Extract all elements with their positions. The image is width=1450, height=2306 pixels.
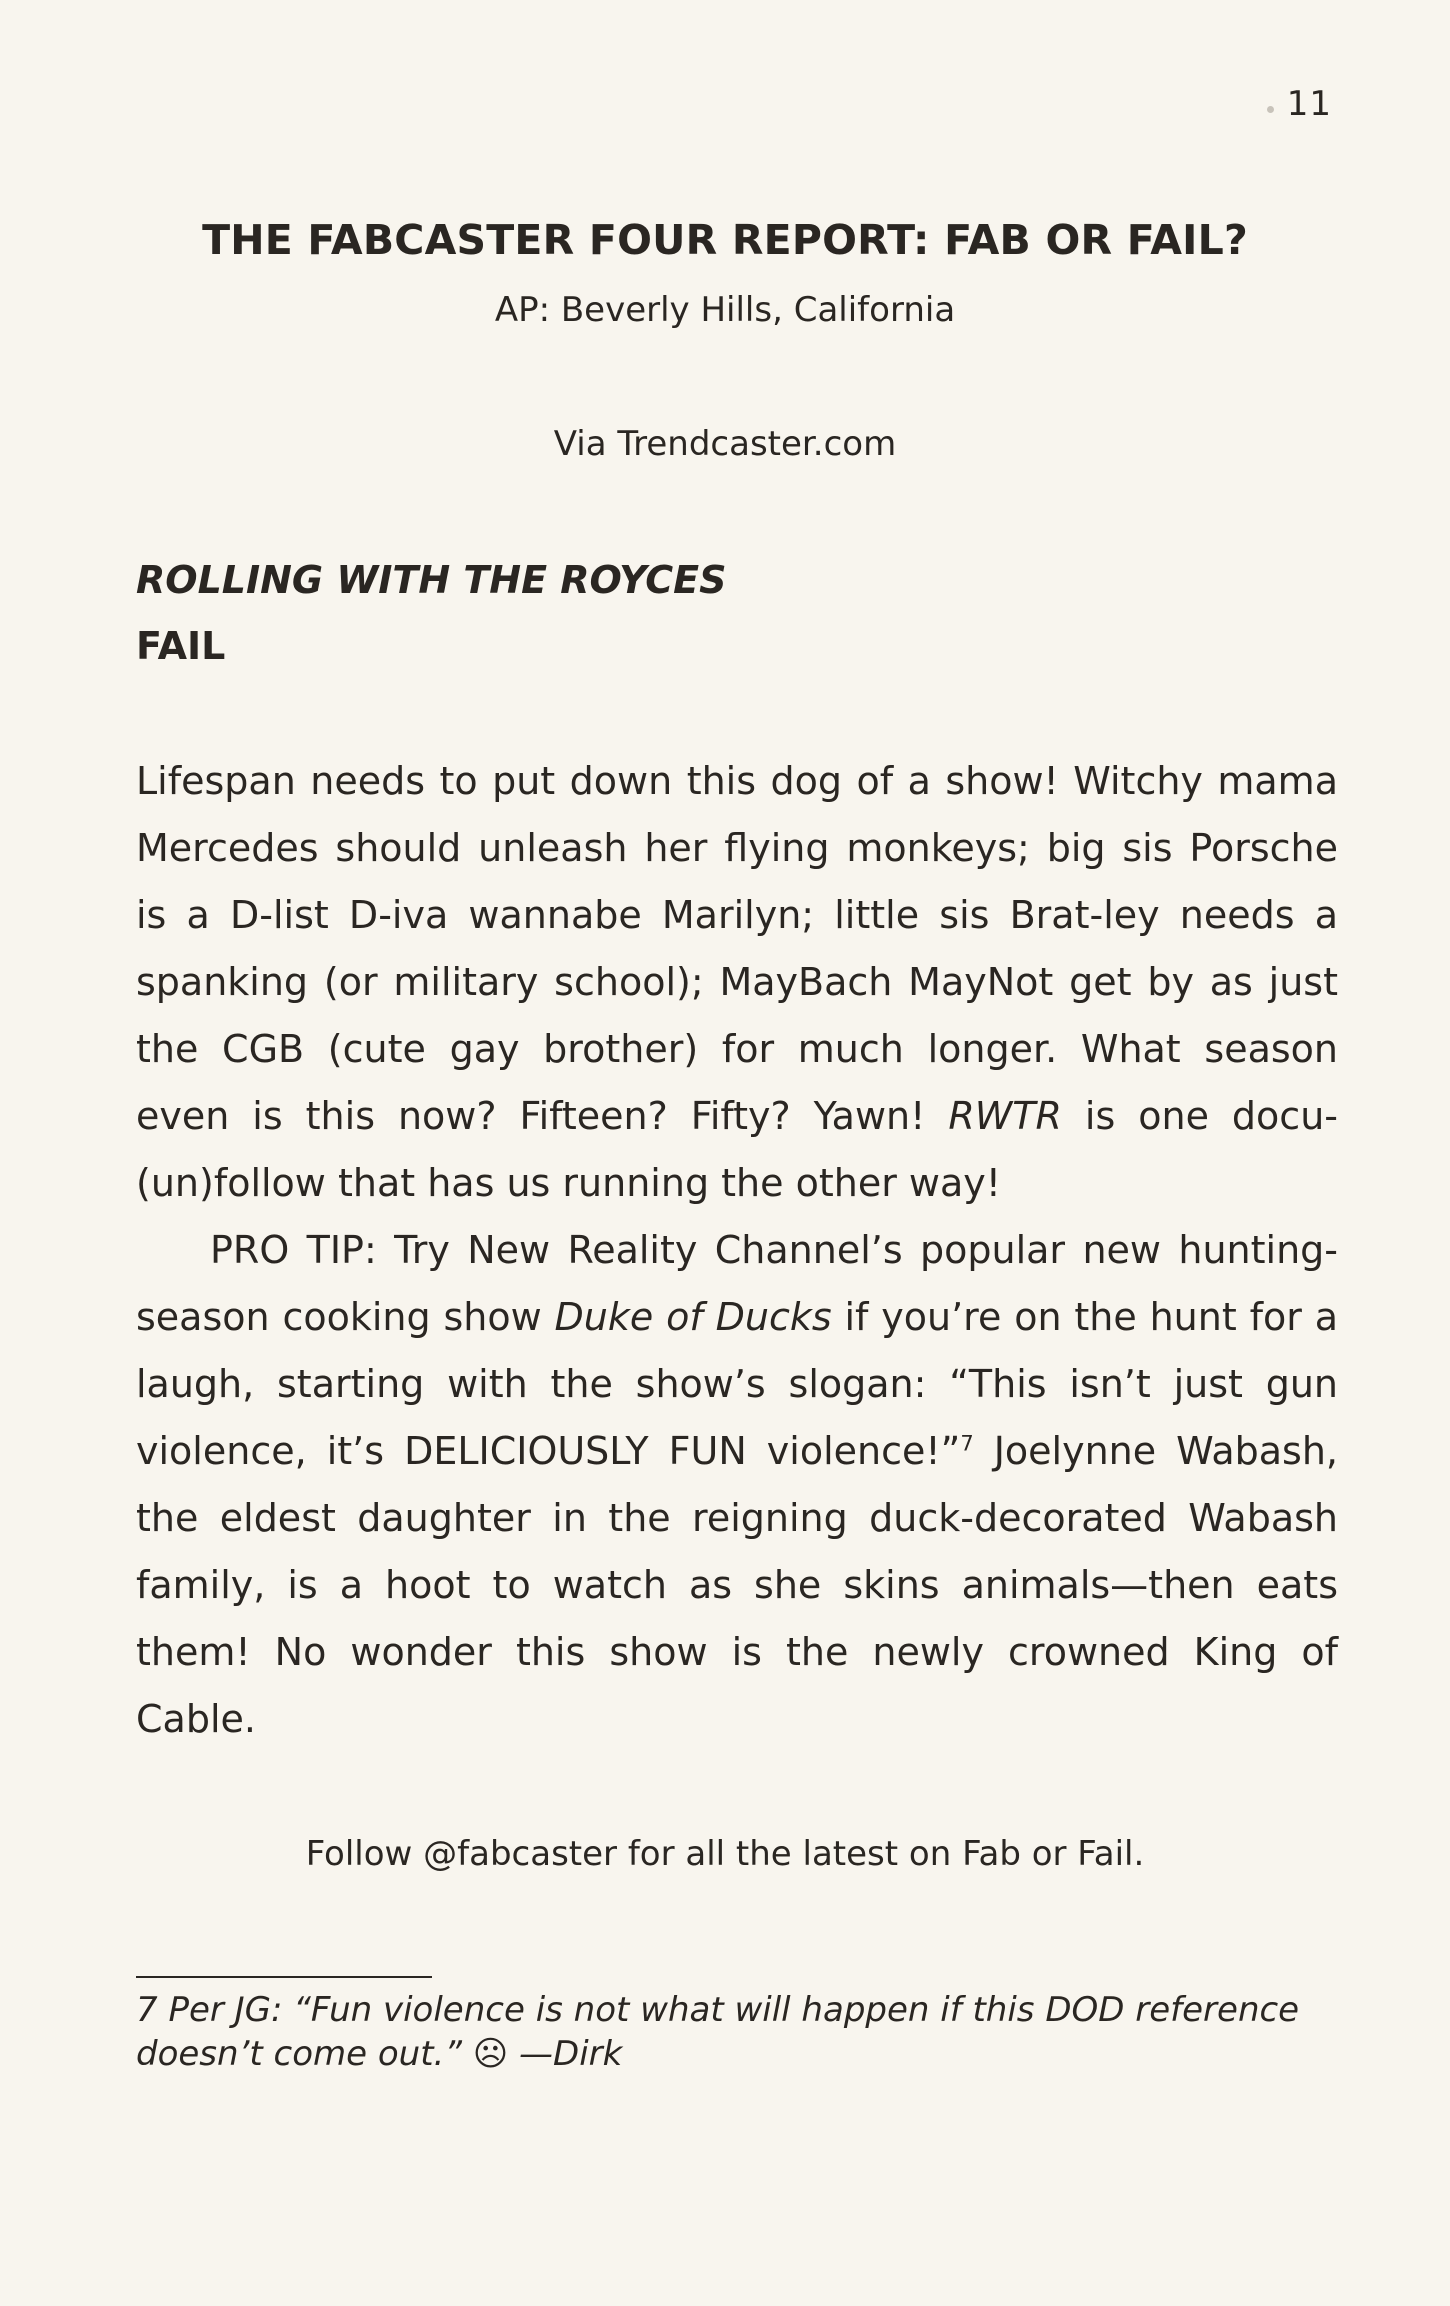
show-name: Duke of Ducks (554, 1295, 832, 1339)
footnote (136, 1988, 1338, 2076)
source-line: Via Trendcaster.com (553, 424, 897, 464)
verdict: FAIL (136, 624, 226, 668)
article-title: THE FABCASTER FOUR REPORT: FAB OR FAIL? (202, 216, 1248, 264)
show-title: ROLLING WITH THE ROYCES (136, 558, 727, 602)
dateline: AP: Beverly Hills, California (494, 290, 956, 330)
follow-line: Follow @fabcaster for all the latest on Fab or Fail. (305, 1834, 1145, 1874)
paragraph-1-text-b: is one docu-(un)follow that has us running the other way! (136, 1094, 1338, 1205)
paragraph-2-text-c: Joelynne Wabash, the eldest daughter in the reigning duck-decorated Wabash family, is a hoot to watch as she skins animals—then eats them! No wonder this show is the newly crowned King of Cable. (136, 1429, 1338, 1741)
page-number: 11 (1286, 84, 1332, 124)
paragraph-1-text-a: Lifespan needs to put down this dog of a show! Witchy mama Mercedes should unleash her flying monkeys; big sis Porsche is a D-list D-iva wannabe Marilyn; little sis Brat-ley needs a spanking (or military school); MayBach MayNot get by as just the CGB (cute gay brother) for much longer. What season even is this now? Fifteen? Fifty? Yawn! (136, 759, 1338, 1138)
show-abbreviation: RWTR (948, 1094, 1062, 1138)
paragraph-2-text-a: PRO TIP: Try New Reality Channel’s popular new hunting-season cooking show (136, 1228, 1338, 1339)
footnote-number: 7 (136, 1990, 158, 2030)
paragraph-2 (136, 1217, 1338, 1753)
paragraph-2-text-b: if you’re on the hunt for a laugh, starting with the show’s slogan: “This isn’t just gun violence, it’s DELICIOUSLY FUN violence!” (136, 1295, 1338, 1473)
footnote-text: Per JG: “Fun violence is not what will happen if this DOD reference doesn’t come out.” ☹ —Dirk (136, 1990, 1300, 2074)
paragraph-1 (136, 748, 1338, 1217)
footnote-reference: 7 (960, 1431, 974, 1456)
article-body (136, 748, 1338, 1753)
footnote-divider (136, 1976, 432, 1978)
